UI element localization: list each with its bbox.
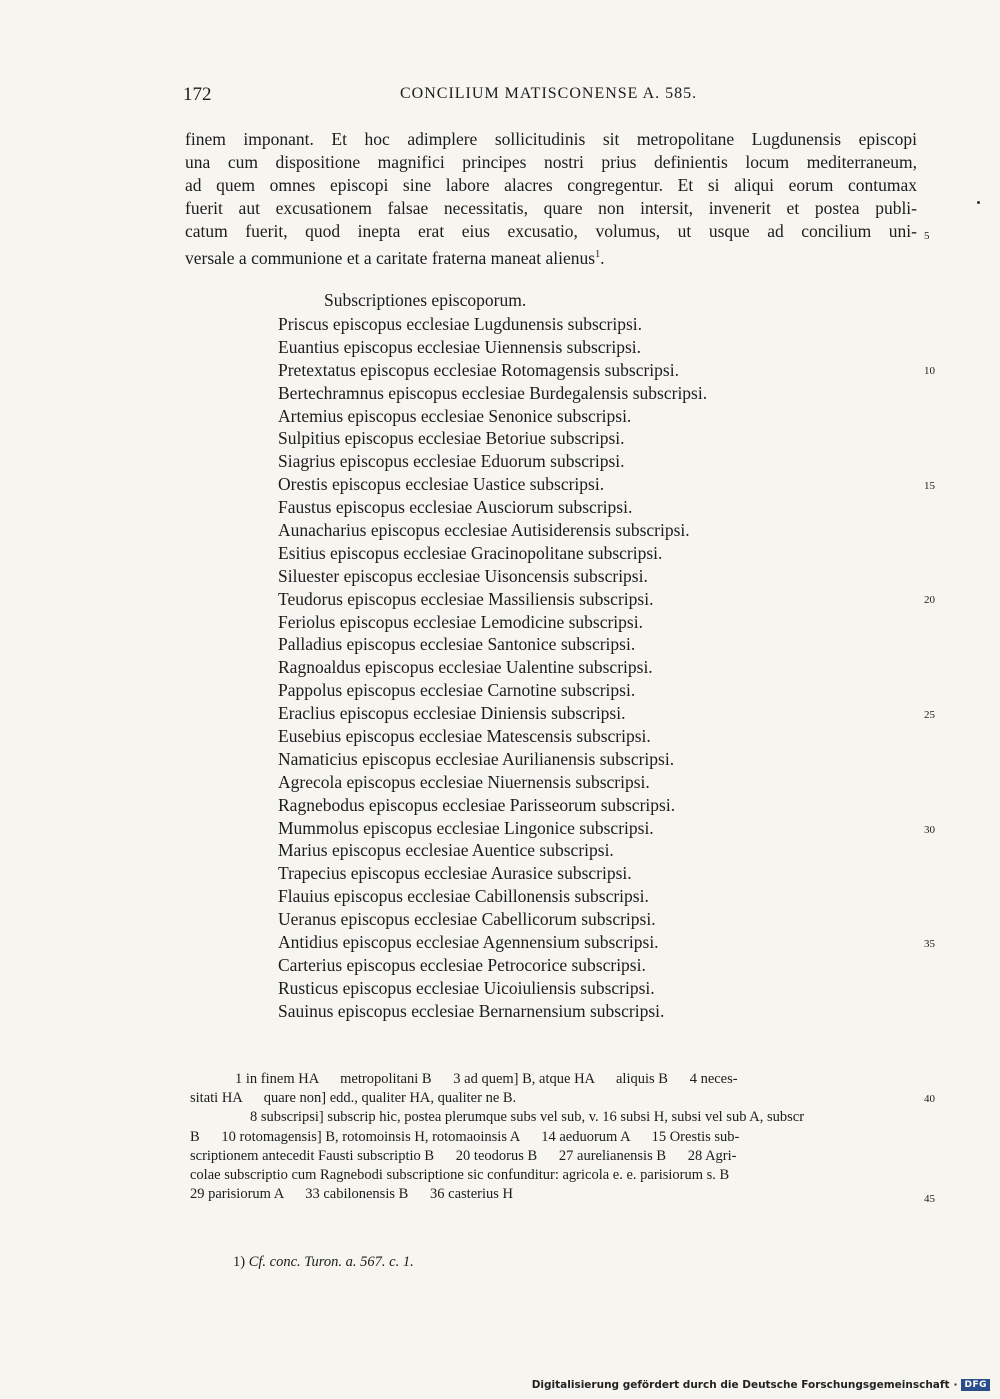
note-line: sitati HA quare non] edd., qualiter HA, qualiter ne B.: [190, 1090, 517, 1107]
line-number: 35: [924, 938, 935, 950]
subscription-line: Aunacharius episcopus ecclesiae Autisiderensis subscripsi.: [278, 520, 690, 541]
subscription-line: Flauius episcopus ecclesiae Cabillonensis subscripsi.: [278, 886, 649, 907]
dfg-credit: [532, 1379, 990, 1391]
body-line: versale a communione et a caritate fraterna maneat alienus: [185, 247, 596, 268]
subscription-line: Mummolus episcopus ecclesiae Lingonice subscripsi.: [278, 817, 654, 838]
subscription-line: Orestis episcopus ecclesiae Uastice subscripsi.: [278, 474, 605, 495]
subscription-line: Trapecius episcopus ecclesiae Aurasice subscripsi.: [278, 863, 632, 884]
line-number: 25: [924, 709, 935, 721]
subscription-line: Eraclius episcopus ecclesiae Diniensis subscripsi.: [278, 703, 626, 724]
critical-apparatus: [190, 1070, 925, 1204]
subscriptions-title: Subscriptiones episcoporum.: [324, 290, 527, 310]
body-line: fuerit aut excusationem falsae necessitatis, quare non intersit, invenerit et postea publi-: [185, 198, 917, 218]
line-number: 45: [924, 1193, 935, 1205]
footnote-mark: 1: [595, 249, 601, 260]
subscription-line: Palladius episcopus ecclesiae Santonice subscripsi.: [278, 634, 636, 655]
body-line: finem imponant. Et hoc adimplere sollicitudinis sit metropolitane Lugdunensis episcopi: [185, 129, 917, 149]
subscription-line: Siagrius episcopus ecclesiae Eduorum subscripsi.: [278, 451, 625, 472]
dfg-logo-icon: DFG: [961, 1379, 990, 1391]
line-number: 5: [924, 230, 930, 242]
body-line: ad quem omnes episcopi sine labore alacres congregentur. Et si aliqui eorum contumax: [185, 175, 917, 195]
subscription-line: Pappolus episcopus ecclesiae Carnotine subscripsi.: [278, 680, 636, 701]
subscription-line: Ueranus episcopus ecclesiae Cabellicorum subscripsi.: [278, 909, 656, 930]
body-line: catum fuerit, quod inepta erat eius excusatio, volumus, ut usque ad concilium uni-: [185, 221, 917, 241]
line-number: 20: [924, 594, 935, 606]
subscription-line: Feriolus episcopus ecclesiae Lemodicine subscripsi.: [278, 611, 643, 632]
subscription-line: Siluester episcopus ecclesiae Uisoncensis subscripsi.: [278, 565, 648, 586]
note-line: B 10 rotomagensis] B, rotomoinsis H, rotomaoinsis A 14 aeduorum A 15 Orestis sub-: [190, 1128, 740, 1145]
credit-text: Digitalisierung gefördert durch die Deutsche Forschungsgemeinschaft: [531, 1379, 950, 1391]
subscription-line: Eusebius episcopus ecclesiae Matescensis subscripsi.: [278, 726, 651, 747]
footnote-text: Cf. conc. Turon. a. 567. c. 1.: [248, 1254, 414, 1270]
body-text: [185, 128, 917, 266]
subscription-line: Agrecola episcopus ecclesiae Niuernensis subscripsi.: [278, 771, 650, 792]
speck-mark: [977, 201, 980, 204]
subscription-line: Marius episcopus ecclesiae Auentice subscripsi.: [278, 840, 614, 861]
subscription-line: Esitius episcopus ecclesiae Gracinopolitane subscripsi.: [278, 542, 663, 563]
subscriptions-list: [278, 313, 707, 1023]
subscription-line: Antidius episcopus ecclesiae Agennensium subscripsi.: [278, 932, 659, 953]
page-number: 172: [183, 84, 212, 105]
note-line: scriptionem antecedit Fausti subscriptio B 20 teodorus B 27 aurelianensis B 28 Agri-: [190, 1147, 737, 1164]
note-line: colae subscriptio cum Ragnebodi subscriptione sic confunditur: agricola e. e. parisiorum s. B: [190, 1166, 730, 1183]
subscription-line: Teudorus episcopus ecclesiae Massiliensis subscripsi.: [278, 588, 654, 609]
footnote: [233, 1254, 414, 1271]
line-number: 10: [924, 365, 935, 377]
line-number: 40: [924, 1093, 935, 1105]
subscription-line: Euantius episcopus ecclesiae Uiennensis subscripsi.: [278, 336, 642, 357]
subscription-line: Namaticius episcopus ecclesiae Aurilianensis subscripsi.: [278, 748, 675, 769]
running-title: CONCILIUM MATISCONENSE A. 585.: [400, 85, 698, 102]
body-line-last: versale a communione et a caritate fraterna maneat alienus$^1$.: [185, 247, 605, 268]
line-number: 30: [924, 824, 935, 836]
subscription-line: Pretextatus episcopus ecclesiae Rotomagensis subscripsi.: [278, 359, 679, 380]
body-line: una cum dispositione magnifici principes nostri prius definientis locum mediterraneum,: [185, 152, 917, 172]
subscription-line: Ragnoaldus episcopus ecclesiae Ualentine subscripsi.: [278, 657, 653, 678]
footnote-number: 1): [233, 1254, 246, 1270]
subscription-line: Sulpitius episcopus ecclesiae Betoriue subscripsi.: [278, 428, 625, 449]
subscription-line: Sauinus episcopus ecclesiae Bernarnensium subscripsi.: [278, 1000, 665, 1021]
subscription-line: Priscus episcopus ecclesiae Lugdunensis subscripsi.: [278, 314, 643, 334]
subscription-line: Faustus episcopus ecclesiae Ausciorum subscripsi.: [278, 497, 633, 518]
note-line: 29 parisiorum A 33 cabilonensis B 36 casterius H: [190, 1186, 513, 1203]
subscription-line: Ragnebodus episcopus ecclesiae Parisseorum subscripsi.: [278, 794, 676, 815]
note-line: 8 subscripsi] subscrip hic, postea plerumque subs vel sub, v. 16 subsi H, subsi vel sub A, subscr: [250, 1109, 805, 1126]
credit-separator: ·: [953, 1379, 958, 1391]
subscription-line: Rusticus episcopus ecclesiae Uicoiuliensis subscripsi.: [278, 977, 655, 998]
note-line: 1 in finem HA metropolitani B 3 ad quem] B, atque HA aliquis B 4 neces-: [235, 1071, 738, 1087]
subscription-line: Artemius episcopus ecclesiae Senonice subscripsi.: [278, 405, 632, 426]
subscription-line: Bertechramnus episcopus ecclesiae Burdegalensis subscripsi.: [278, 382, 708, 403]
subscription-line: Carterius episcopus ecclesiae Petrocorice subscripsi.: [278, 954, 646, 975]
line-number: 15: [924, 480, 935, 492]
